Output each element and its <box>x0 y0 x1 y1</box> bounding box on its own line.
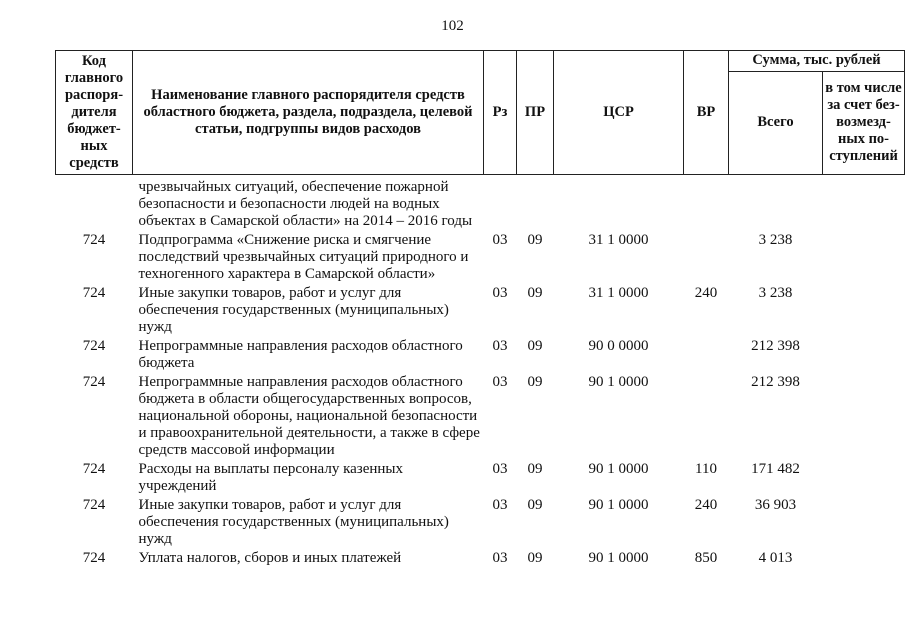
cell-gratuitous <box>823 175 905 233</box>
table-row <box>56 232 905 285</box>
header-csr: ЦСР <box>554 51 684 175</box>
cell-rz <box>484 175 517 233</box>
cell-vr <box>684 338 729 374</box>
cell-csr: 90 1 0000 <box>588 374 649 390</box>
cell-name: Непрограммные направления расходов областного бюджета <box>138 338 463 371</box>
cell-gratuitous <box>823 374 905 461</box>
cell-rz: 03 <box>492 497 508 513</box>
cell-gratuitous <box>823 232 905 285</box>
cell-total: 212 398 <box>751 374 800 390</box>
cell-pr: 09 <box>527 374 543 390</box>
cell-name: Иные закупки товаров, работ и услуг для обеспечения государственных (муниципальных) нужд <box>138 285 449 335</box>
table-row <box>56 338 905 374</box>
header-sum-group: Сумма, тыс. рублей <box>729 51 905 72</box>
cell-csr: 90 1 0000 <box>588 550 649 566</box>
cell-rz: 03 <box>492 374 508 390</box>
cell-csr <box>554 175 684 233</box>
cell-total <box>729 175 823 233</box>
cell-code: 724 <box>82 461 106 477</box>
header-vr: ВР <box>684 51 729 175</box>
cell-gratuitous <box>823 497 905 550</box>
cell-gratuitous <box>823 338 905 374</box>
cell-rz: 03 <box>492 338 508 354</box>
cell-gratuitous <box>823 550 905 569</box>
cell-rz: 03 <box>492 232 508 248</box>
header-gratuitous: в том числе за счет без-возмезд-ных по-ступлений <box>823 71 905 174</box>
cell-rz: 03 <box>492 285 508 301</box>
cell-rz: 03 <box>492 461 508 477</box>
cell-vr <box>684 175 729 233</box>
cell-code: 724 <box>82 285 106 301</box>
cell-code: 724 <box>82 338 106 354</box>
page-number: 102 <box>441 18 464 34</box>
cell-total: 3 238 <box>758 285 793 301</box>
cell-rz: 03 <box>492 550 508 566</box>
cell-csr: 90 1 0000 <box>588 461 649 477</box>
cell-code: 724 <box>82 550 106 566</box>
cell-name: Подпрограмма «Снижение риска и смягчение последствий чрезвычайных ситуаций природного и техногенного характера в Самарской области» <box>138 232 469 282</box>
cell-csr: 31 1 0000 <box>588 232 649 248</box>
cell-vr <box>684 232 729 285</box>
cell-code <box>56 175 133 233</box>
cell-gratuitous <box>823 461 905 497</box>
cell-name: Уплата налогов, сборов и иных платежей <box>138 550 402 566</box>
cell-name: Иные закупки товаров, работ и услуг для обеспечения государственных (муниципальных) нужд <box>138 497 449 547</box>
cell-pr: 09 <box>527 497 543 513</box>
table-row <box>56 497 905 550</box>
header-total: Всего <box>729 71 823 174</box>
cell-vr: 850 <box>694 550 718 566</box>
table-row <box>56 550 905 569</box>
cell-gratuitous <box>823 285 905 338</box>
budget-table <box>55 50 905 569</box>
cell-csr: 90 0 0000 <box>588 338 649 354</box>
table-row <box>56 175 905 233</box>
cell-pr: 09 <box>527 338 543 354</box>
cell-total: 171 482 <box>751 461 800 477</box>
cell-vr <box>684 374 729 461</box>
table-header <box>56 51 905 175</box>
cell-vr: 240 <box>694 285 718 301</box>
cell-total: 36 903 <box>754 497 797 513</box>
header-code: Код главного распоря-дителя бюджет-ных средств <box>56 51 133 175</box>
cell-vr: 240 <box>694 497 718 513</box>
cell-pr: 09 <box>527 232 543 248</box>
cell-csr: 31 1 0000 <box>588 285 649 301</box>
cell-csr: 90 1 0000 <box>588 497 649 513</box>
table-row <box>56 374 905 461</box>
cell-name: чрезвычайных ситуаций, обеспечение пожарной безопасности и безопасности людей на водных объектах в Самарской области» на 2014 – 2016 годы <box>138 179 473 229</box>
cell-code: 724 <box>82 497 106 513</box>
cell-pr: 09 <box>527 550 543 566</box>
cell-code: 724 <box>82 374 106 390</box>
table-row <box>56 461 905 497</box>
cell-total: 212 398 <box>751 338 800 354</box>
table-row <box>56 285 905 338</box>
cell-vr: 110 <box>695 461 717 477</box>
cell-name: Непрограммные направления расходов областного бюджета в области общегосударственных вопросов, национальной обороны, национальной безопасности и правоохранительной деятельности, а также в сфере средств массовой информации <box>138 374 480 458</box>
cell-pr: 09 <box>527 461 543 477</box>
cell-total: 4 013 <box>758 550 793 566</box>
header-name: Наименование главного распорядителя средств областного бюджета, раздела, подраздела, целевой статьи, подгруппы видов расходов <box>133 51 484 175</box>
header-rz: Рз <box>484 51 517 175</box>
cell-total: 3 238 <box>758 232 793 248</box>
header-pr: ПР <box>517 51 554 175</box>
cell-name: Расходы на выплаты персоналу казенных учреждений <box>138 461 404 494</box>
cell-pr <box>517 175 554 233</box>
table-body <box>56 175 905 570</box>
cell-code: 724 <box>82 232 106 248</box>
cell-pr: 09 <box>527 285 543 301</box>
